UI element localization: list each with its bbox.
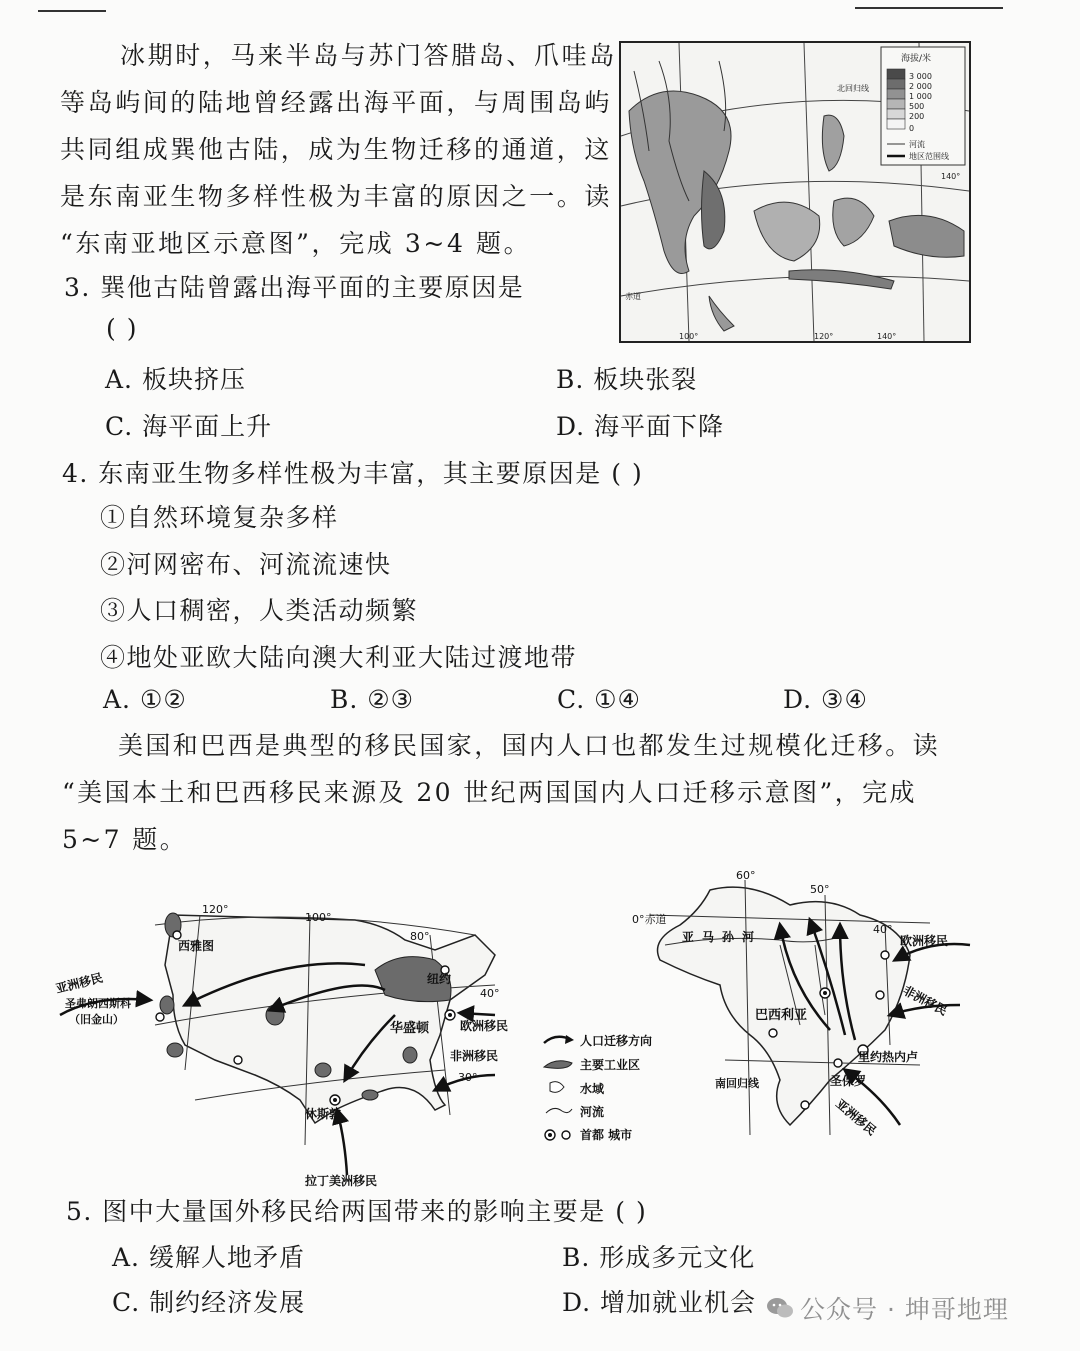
br-rio: 里约热内卢 (858, 1050, 919, 1064)
top-rule-left (38, 10, 106, 12)
question-3-stem: 3. 巽他古陆曾露出海平面的主要原因是 (64, 273, 525, 302)
us-washington: 华盛顿 (390, 1021, 430, 1036)
map1-legend-level-6: 0 (909, 124, 915, 133)
usa-migration-map (55, 895, 515, 1190)
br-equator: 0°赤道 (632, 913, 667, 926)
q5-option-c[interactable]: C. 制约经济发展 (112, 1288, 306, 1317)
map1-legend-level-2: 2 000 (909, 82, 932, 91)
q3-option-a[interactable]: A. 板块挤压 (105, 365, 246, 394)
us-european-immigrants: 欧洲移民 (460, 1019, 509, 1033)
intro2-line-2: “美国本土和巴西移民来源及 20 世纪两国国内人口迁移示意图”，完成 (62, 778, 917, 807)
q4-item-2: ②河网密布、河流流速快 (100, 550, 392, 579)
legend-river: 河流 (580, 1105, 605, 1119)
intro-paragraph-1 (60, 32, 620, 267)
q3-option-b[interactable]: B. 板块张裂 (556, 365, 698, 394)
us-lon100: 100° (305, 911, 332, 924)
map1-legend-level-1: 3 000 (909, 72, 932, 81)
map1-label-tropic: 北回归线 (837, 84, 869, 93)
us-san-francisco-2: （旧金山） (69, 1013, 124, 1026)
brazil-migration-map (630, 865, 975, 1150)
us-houston: 休斯敦 (305, 1107, 342, 1121)
br-amazon: 亚马孙河 (682, 930, 763, 944)
br-tropic: 南回归线 (715, 1077, 759, 1090)
q4-item-4: ④地处亚欧大陆向澳大利亚大陆过渡地带 (100, 643, 578, 672)
wechat-icon (766, 1296, 794, 1320)
q4-item-1: ①自然环境复杂多样 (100, 503, 339, 532)
question-4-stem: 4. 东南亚生物多样性极为丰富，其主要原因是 ( ) (62, 459, 644, 488)
br-brasilia: 巴西利亚 (755, 1008, 808, 1023)
q5-option-a[interactable]: A. 缓解人地矛盾 (112, 1243, 305, 1272)
map1-label-lon120: 120° (814, 332, 834, 341)
map1-label-lon100: 100° (679, 332, 699, 341)
map1-legend-boundary: 地区范围线 (909, 152, 949, 161)
br-sao-paulo: 圣保罗 (830, 1074, 867, 1088)
legend-capital-city: 首都 城市 (580, 1128, 633, 1142)
q4-item-3: ③人口稠密，人类活动频繁 (100, 596, 419, 625)
map1-label-lon140b: 140° (941, 172, 961, 181)
us-san-francisco-1: 圣弗朗西斯科 (65, 997, 131, 1010)
us-lat30: 30° (458, 1071, 478, 1084)
us-new-york: 纽约 (427, 972, 452, 986)
question-3-answer-blank: ( ) (106, 314, 138, 343)
map1-legend-level-4: 500 (909, 102, 925, 111)
legend-migration: 人口迁移方向 (580, 1034, 653, 1048)
map1-legend-level-5: 200 (909, 112, 925, 121)
intro-paragraph-2 (62, 722, 1022, 863)
intro1-line-3: 共同组成巽他古陆，成为生物迁移的通道，这 (60, 135, 613, 164)
q4-option-a[interactable]: A. ①② (103, 685, 187, 714)
map1-legend-river: 河流 (909, 140, 925, 149)
map1-legend-level-3: 1 000 (909, 92, 932, 101)
br-african-immigrants: 非洲移民 (900, 983, 950, 1019)
intro1-line-2: 等岛屿间的陆地曾经露出海平面，与周围岛屿 (60, 88, 613, 117)
watermark (766, 1290, 1009, 1326)
map1-legend-title: 海拔/米 (901, 54, 932, 64)
legend-industrial: 主要工业区 (580, 1058, 641, 1072)
q3-option-c[interactable]: C. 海平面上升 (105, 412, 273, 441)
southeast-asia-map (619, 41, 971, 343)
intro1-line-4: 是东南亚生物多样性极为丰富的原因之一。读 (60, 182, 613, 211)
br-lon50: 50° (810, 883, 830, 896)
br-lon60: 60° (736, 869, 756, 882)
us-lat40: 40° (480, 987, 500, 1000)
br-asian-immigrants: 亚洲移民 (833, 1096, 879, 1139)
intro2-line-3: 5~7 题。 (62, 825, 188, 854)
watermark-text: 公众号 · 坤哥地理 (800, 1295, 1009, 1324)
q5-option-d[interactable]: D. 增加就业机会 (562, 1288, 757, 1317)
br-european-immigrants: 欧洲移民 (900, 934, 949, 948)
q4-option-c[interactable]: C. ①④ (557, 685, 641, 714)
question-5-stem: 5. 图中大量国外移民给两国带来的影响主要是 ( ) (66, 1197, 648, 1226)
intro2-line-1: 美国和巴西是典型的移民国家，国内人口也都发生过规模化迁移。读 (118, 731, 941, 760)
legend-water: 水域 (580, 1082, 605, 1096)
us-seattle: 西雅图 (178, 939, 215, 953)
us-lon120: 120° (202, 903, 229, 916)
intro1-line-5: “东南亚地区示意图”，完成 3~4 题。 (60, 229, 532, 258)
q4-option-b[interactable]: B. ②③ (330, 685, 415, 714)
us-asian-immigrants: 亚洲移民 (55, 970, 105, 996)
us-lon80: 80° (410, 930, 430, 943)
top-rule-right (855, 7, 1003, 9)
q3-option-d[interactable]: D. 海平面下降 (556, 412, 725, 441)
map1-label-lon140: 140° (877, 332, 897, 341)
us-african-immigrants: 非洲移民 (450, 1049, 499, 1063)
q4-option-d[interactable]: D. ③④ (783, 685, 868, 714)
us-latin-immigrants: 拉丁美洲移民 (305, 1174, 378, 1188)
q5-option-b[interactable]: B. 形成多元文化 (562, 1243, 756, 1272)
intro1-line-1: 冰期时，马来半岛与苏门答腊岛、爪哇岛 (120, 41, 617, 70)
map1-label-equator: 赤道 (625, 292, 641, 301)
br-lon40: 40° (873, 923, 893, 936)
